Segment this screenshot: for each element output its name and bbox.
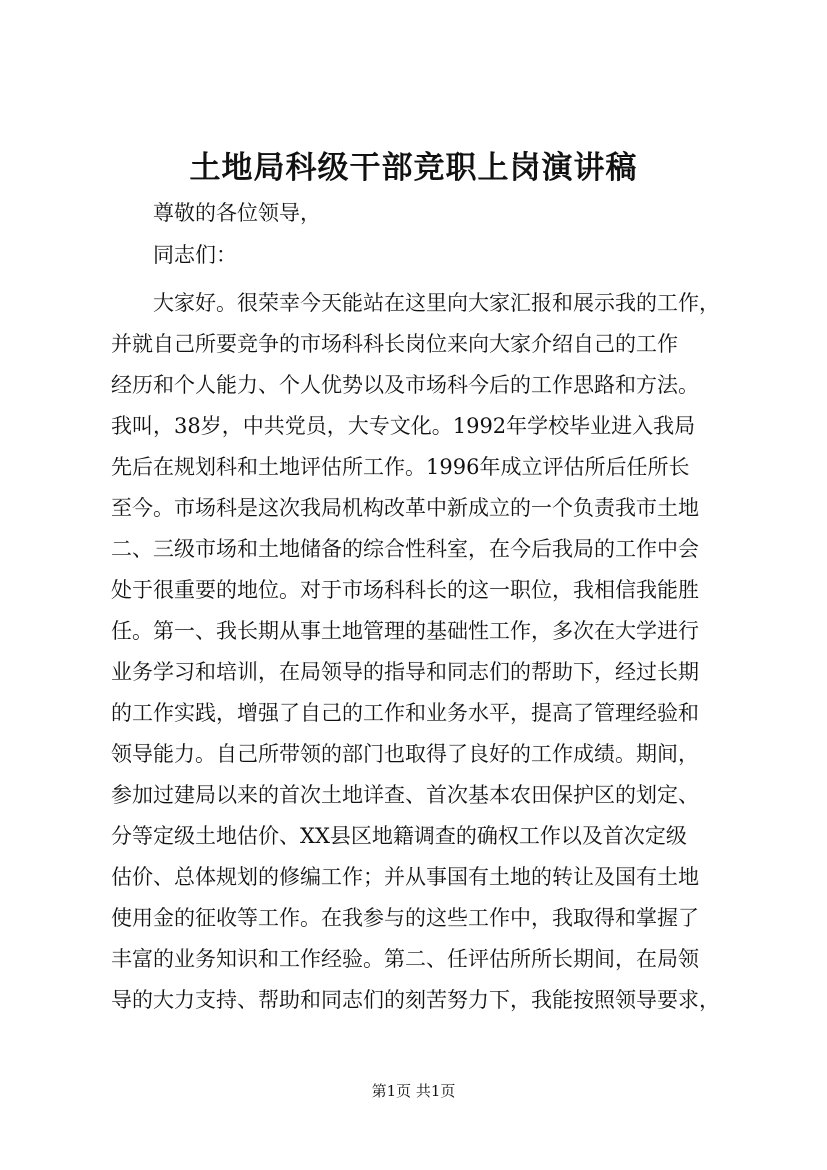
- page-footer: 第1页 共1页: [371, 1082, 456, 1100]
- body-line: 先后在规划科和土地评估所工作。1996年成立评估所后任所长: [111, 455, 690, 479]
- body-line: 领导能力。自己所带领的部门也取得了良好的工作成绩。期间，: [111, 742, 699, 766]
- document-title: 土地局科级干部竞职上岗演讲稿: [189, 150, 638, 186]
- body-line: 的工作实践，增强了自己的工作和业务水平，提高了管理经验和: [111, 701, 699, 725]
- body-line: 至今。市场科是这次我局机构改革中新成立的一个负责我市土地: [111, 496, 699, 520]
- body-line: 二、三级市场和土地储备的综合性科室，在今后我局的工作中会: [111, 537, 699, 561]
- body-line: 处于很重要的地位。对于市场科科长的这一职位，我相信我能胜: [111, 578, 699, 602]
- body-line: 业务学习和培训，在局领导的指导和同志们的帮助下，经过长期: [111, 660, 699, 684]
- body-line: 估价、总体规划的修编工作；并从事国有土地的转让及国有土地: [111, 865, 699, 889]
- body-line: 任。第一、我长期从事土地管理的基础性工作，多次在大学进行: [111, 619, 699, 643]
- body-line: 大家好。很荣幸今天能站在这里向大家汇报和展示我的工作，: [153, 291, 720, 315]
- body-line: 我叫，38岁，中共党员，大专文化。1992年学校毕业进入我局: [111, 414, 696, 438]
- salutation-leaders: 尊敬的各位领导，: [153, 201, 321, 225]
- speech-body: [111, 283, 721, 1021]
- body-line: 使用金的征收等工作。在我参与的这些工作中，我取得和掌握了: [111, 906, 699, 930]
- salutation-comrades: 同志们：: [153, 243, 237, 267]
- body-line: 参加过建局以来的首次土地详查、首次基本农田保护区的划定、: [111, 783, 699, 807]
- body-line: 导的大力支持、帮助和同志们的刻苦努力下，我能按照领导要求，: [111, 988, 720, 1012]
- body-line: 分等定级土地估价、XX县区地籍调查的确权工作以及首次定级: [111, 824, 687, 848]
- body-line: 并就自己所要竞争的市场科科长岗位来向大家介绍自己的工作: [111, 332, 678, 356]
- body-line: 丰富的业务知识和工作经验。第二、任评估所所长期间，在局领: [111, 947, 699, 971]
- body-line: 经历和个人能力、个人优势以及市场科今后的工作思路和方法。: [111, 373, 699, 397]
